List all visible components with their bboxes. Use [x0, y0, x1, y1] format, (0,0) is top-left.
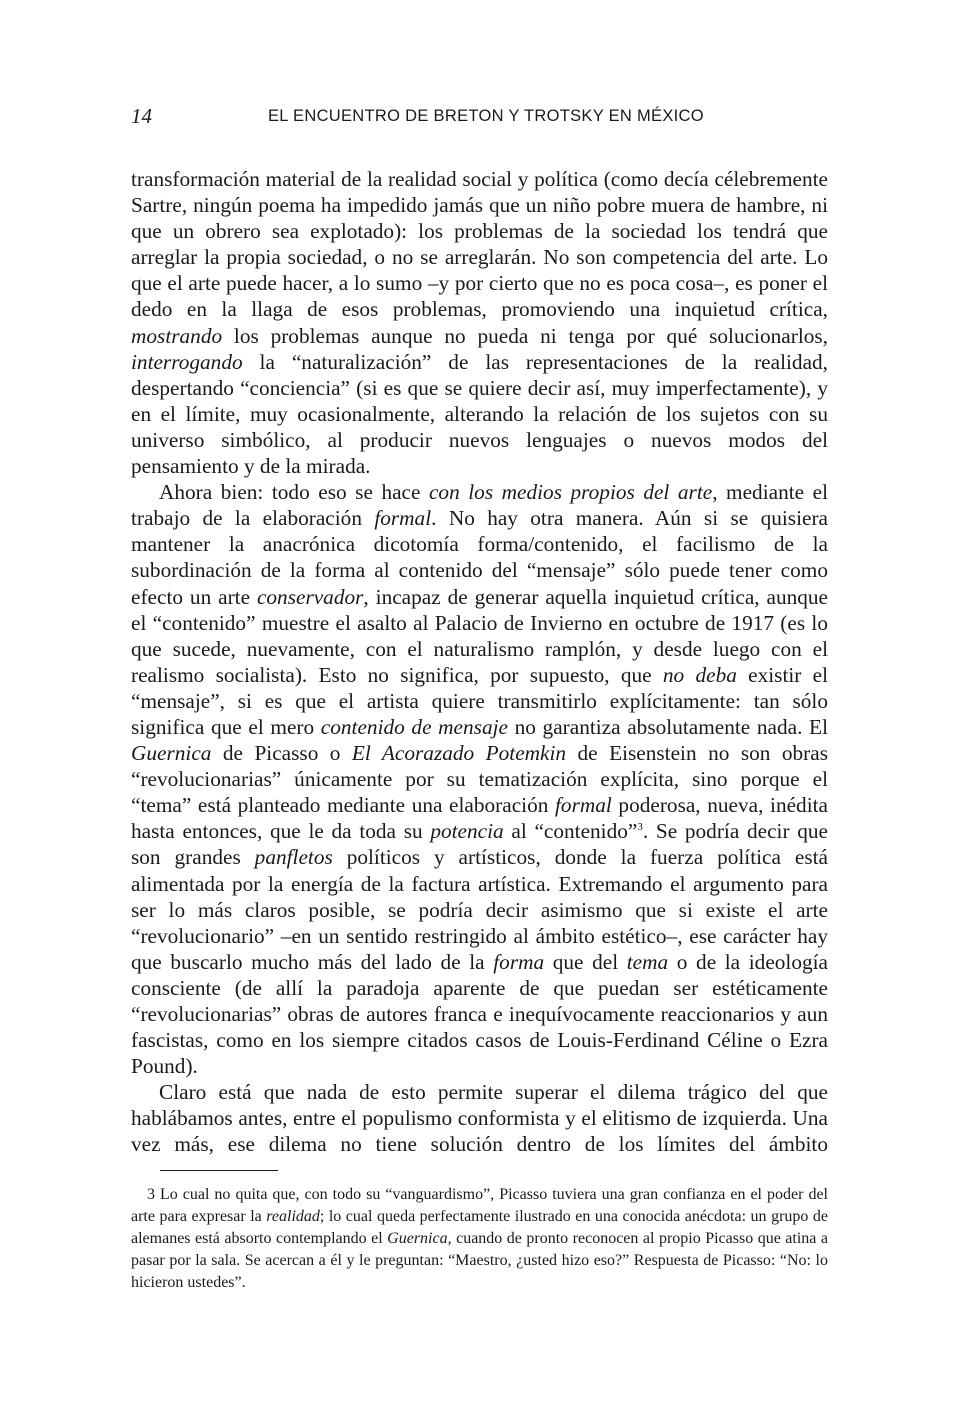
- text-run: Lo cual no quita que, con todo su “vanguardismo”, Picasso tuviera una gran confianza en el poder del arte para expresar la: [131, 1186, 828, 1225]
- text-run: ; lo cual queda perfectamente ilustrado en una conocida anécdota: un grupo de alemanes está absorto contemplando el: [131, 1208, 829, 1247]
- paragraph-3: Claro está que nada de esto permite superar el dilema trágico del que hablábamos antes, entre el populismo conformista y el elitismo de izquierda. Una vez más, ese dilema no tiene solución dentro de los límites del ámbito: [131, 1080, 828, 1157]
- text-run: al “contenido”: [503, 819, 638, 844]
- text-run: de Picasso o: [211, 741, 352, 766]
- italic-run: potencia: [430, 819, 504, 844]
- italic-run: con los medios propios del arte: [428, 480, 713, 505]
- italic-run: conservador: [256, 584, 364, 609]
- footnote-number: 3: [147, 1186, 155, 1203]
- text-run: , mediante el trabajo de la elaboración: [131, 480, 828, 531]
- footnote-ref: 3: [637, 821, 643, 834]
- body-text: [131, 166, 828, 1158]
- text-run: , cuando de pronto reconocen al propio Picasso que atina a pasar por la sala. Se acercan a él y le preguntan: “Maestro, ¿usted hizo eso?” Respuesta de Picasso: “No: lo hicieron ustedes”.: [131, 1230, 828, 1291]
- text-run: . Se podría decir que son grandes: [131, 819, 829, 870]
- italic-run: contenido de mensaje: [320, 714, 508, 739]
- footnote-divider: [160, 1170, 278, 1171]
- italic-run: formal: [374, 506, 432, 531]
- text-run: de Eisenstein no son obras “revolucionarias” únicamente por su tematización explícita, sino porque el “tema” está planteado mediante una elaboración: [131, 741, 828, 818]
- text-run: poderosa, nueva, inédita hasta entonces, que le da toda su: [131, 793, 828, 844]
- paragraph-2: [131, 479, 828, 1079]
- text-run: Ahora bien: todo eso se hace: [159, 480, 429, 505]
- running-title: EL ENCUENTRO DE BRETON Y TROTSKY EN MÉXICO: [268, 107, 704, 125]
- italic-run: tema: [626, 949, 669, 974]
- italic-run: realidad: [266, 1208, 320, 1225]
- text-run: no garantiza absolutamente nada. El: [507, 714, 828, 739]
- italic-run: no deba: [662, 662, 737, 687]
- italic-run: El Acorazado Potemkin: [351, 741, 567, 766]
- italic-run: Guernica: [387, 1230, 448, 1247]
- text-run: los problemas aunque no pueda ni tenga por qué solucionarlos,: [222, 323, 828, 348]
- text-run: . No hay otra manera. Aún si se quisiera mantener la anacrónica dicotomía forma/contenido, el facilismo de la subordinación de la forma al contenido del “mensaje” sólo puede tener como efecto un arte: [131, 506, 828, 609]
- text-run: o de la ideología consciente (de allí la paradoja aparente de que puedan ser estéticamente “revolucionarias” obras de autores franca e inequívocamente reaccionarios y aun fascistas, como en los siempre citados casos de Louis-Ferdinand Céline o Ezra Pound).: [131, 949, 829, 1079]
- italic-run: interrogando: [131, 349, 243, 374]
- text-run: , incapaz de generar aquella inquietud crítica, aunque el “contenido” muestre el asalto al Palacio de Invierno en octubre de 1917 (es lo que sucede, nuevamente, con el naturalismo ramplón, y desde luego con el realismo socialista). Esto no significa, por supuesto, que: [131, 584, 829, 687]
- text-run: políticos y artísticos, donde la fuerza política está alimentada por la energía de la factura artística. Extremando el argumento para ser lo más claros posible, se podría decir asimismo que si existe el arte “revolucionario” –en un sentido restringido al ámbito estético–, ese carácter hay que buscarlo mucho más del lado de la: [131, 845, 828, 974]
- text-run: que del: [544, 949, 627, 974]
- page-number: 14: [131, 104, 152, 128]
- footnote: [131, 1184, 828, 1294]
- text-run: la “naturalización” de las representaciones de la realidad, despertando “conciencia” (si es que se quiere decir así, muy imperfectamente), y en el límite, muy ocasionalmente, alterando la relación de los sujetos con su universo simbólico, al producir nuevos lenguajes o nuevos modos del pensamiento y de la mirada.: [131, 349, 828, 479]
- italic-run: panfletos: [254, 845, 333, 870]
- text-run: transformación material de la realidad social y política (como decía célebremente Sartre, ningún poema ha impedido jamás que un niño pobre muera de hambre, ni que un obrero sea explotado): los problemas de la sociedad los tendrá que arreglar la propia sociedad, o no se arreglarán. No son competencia del arte. Lo que el arte puede hacer, a lo sumo –y por cierto que no es poca cosa–, es poner el dedo en la llaga de esos problemas, promoviendo una inquietud crítica,: [131, 167, 828, 322]
- italic-run: mostrando: [131, 323, 223, 348]
- italic-run: Guernica: [131, 741, 212, 766]
- footnote-3: [131, 1184, 828, 1294]
- italic-run: forma: [493, 949, 545, 974]
- text-run: existir el “mensaje”, si es que el artista quiere transmitirlo explícitamente: tan sólo significa que el mero: [131, 662, 828, 739]
- italic-run: formal: [555, 793, 612, 818]
- paragraph-1: [131, 166, 828, 479]
